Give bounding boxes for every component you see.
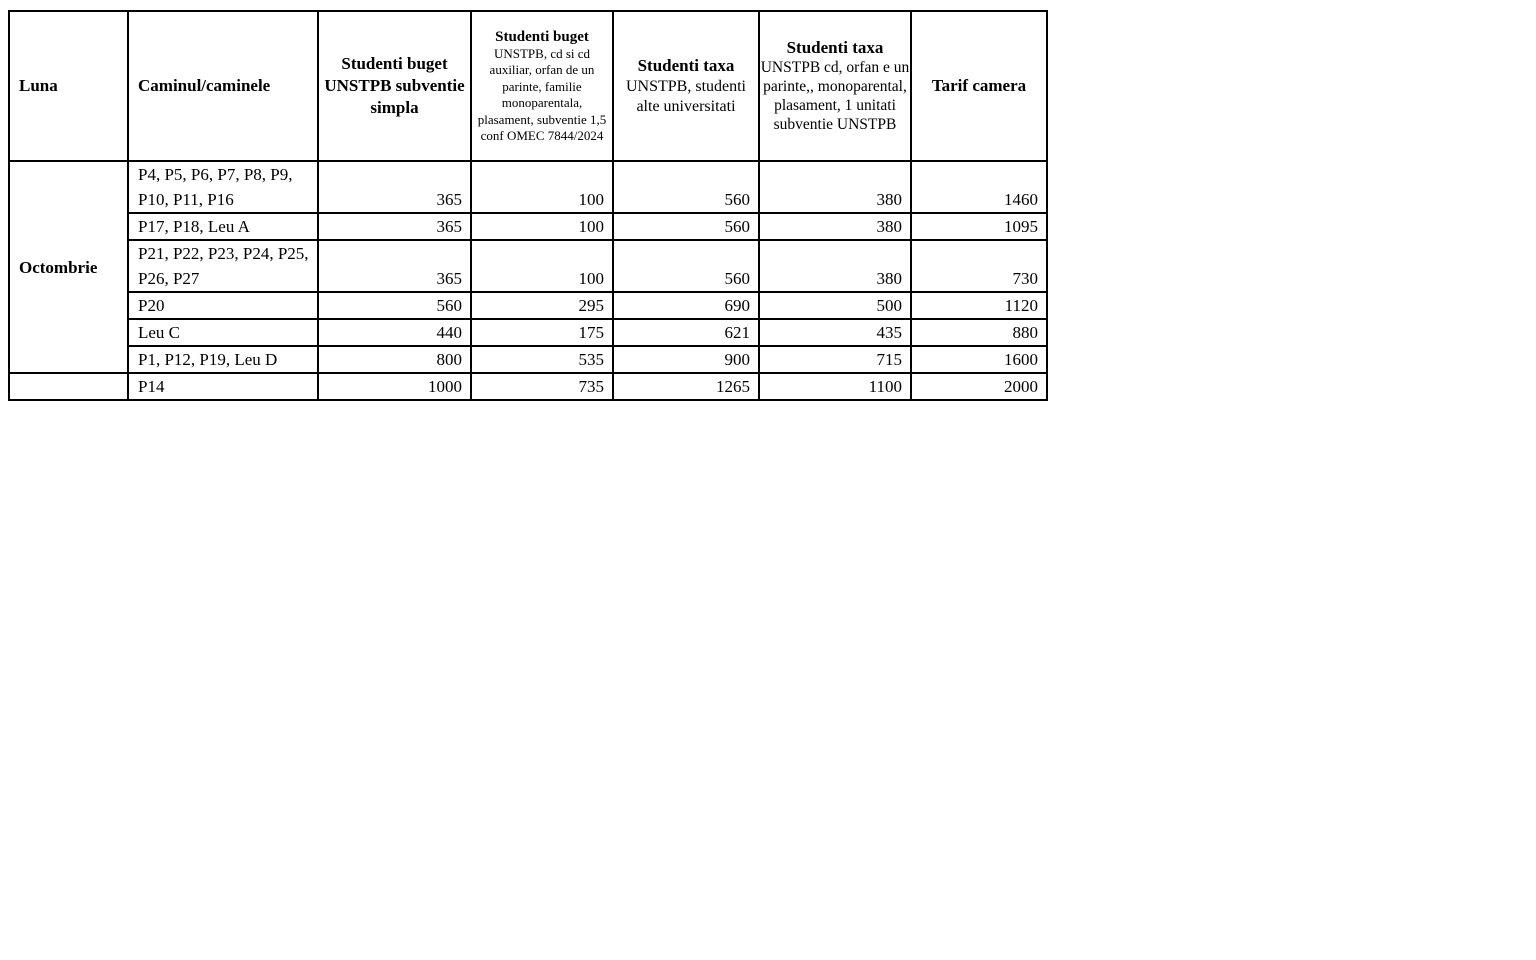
- value-cell: 500: [759, 292, 911, 319]
- value-cell: 440: [318, 319, 471, 346]
- value-cell: 560: [613, 161, 759, 213]
- col-header-taxa-subventie-title: Studenti taxa: [786, 38, 884, 57]
- value-cell: 560: [318, 292, 471, 319]
- table-body: [9, 161, 1047, 400]
- col-header-buget-subventie-1-5-detail: UNSTPB, cd si cd auxiliar, orfan de un parinte, familie monoparentala, plasament, subventie 1,5 conf OMEC 7844/2024: [477, 45, 607, 143]
- camin-cell: Leu C: [128, 319, 318, 346]
- value-cell: 365: [318, 240, 471, 292]
- camin-cell: P17, P18, Leu A: [128, 213, 318, 240]
- col-header-taxa-detail: UNSTPB, studenti alte universitati: [625, 78, 746, 115]
- col-header-buget-subventie-1-5-title: Studenti buget: [495, 28, 589, 45]
- table-row: [9, 373, 1047, 400]
- table-row: [9, 292, 1047, 319]
- value-cell: 560: [613, 213, 759, 240]
- camin-cell: P14: [128, 373, 318, 400]
- value-cell: 380: [759, 240, 911, 292]
- col-header-taxa: [613, 11, 759, 161]
- camin-cell: P20: [128, 292, 318, 319]
- col-header-buget-subventie-1-5: [471, 11, 613, 161]
- value-cell: 730: [911, 240, 1047, 292]
- value-cell: 1100: [759, 373, 911, 400]
- table-row: [9, 240, 1047, 292]
- value-cell: 365: [318, 161, 471, 213]
- camin-cell: P1, P12, P19, Leu D: [128, 346, 318, 373]
- value-cell: 2000: [911, 373, 1047, 400]
- value-cell: 535: [471, 346, 613, 373]
- value-cell: 380: [759, 161, 911, 213]
- col-header-taxa-title: Studenti taxa: [637, 56, 735, 75]
- value-cell: 800: [318, 346, 471, 373]
- value-cell: 295: [471, 292, 613, 319]
- table-row: [9, 161, 1047, 213]
- value-cell: 735: [471, 373, 613, 400]
- value-cell: 100: [471, 240, 613, 292]
- value-cell: 1095: [911, 213, 1047, 240]
- value-cell: 100: [471, 213, 613, 240]
- value-cell: 880: [911, 319, 1047, 346]
- col-header-luna: Luna: [9, 11, 128, 161]
- col-header-tarif-camera: Tarif camera: [911, 11, 1047, 161]
- value-cell: 365: [318, 213, 471, 240]
- value-cell: 715: [759, 346, 911, 373]
- table-row: [9, 319, 1047, 346]
- value-cell: 1265: [613, 373, 759, 400]
- value-cell: 1120: [911, 292, 1047, 319]
- value-cell: 380: [759, 213, 911, 240]
- value-cell: 621: [613, 319, 759, 346]
- table-row: [9, 213, 1047, 240]
- table-row: [9, 346, 1047, 373]
- camin-cell: P21, P22, P23, P24, P25, P26, P27: [128, 240, 318, 292]
- value-cell: 100: [471, 161, 613, 213]
- value-cell: 1460: [911, 161, 1047, 213]
- luna-cell: [9, 373, 128, 400]
- value-cell: 690: [613, 292, 759, 319]
- header-row: [9, 11, 1047, 161]
- value-cell: 1600: [911, 346, 1047, 373]
- value-cell: 435: [759, 319, 911, 346]
- value-cell: 560: [613, 240, 759, 292]
- col-header-caminul: Caminul/caminele: [128, 11, 318, 161]
- value-cell: 1000: [318, 373, 471, 400]
- col-header-buget-simpla: Studenti buget UNSTPB subventie simpla: [318, 11, 471, 161]
- dorm-tariff-table: [8, 10, 1048, 401]
- luna-cell: Octombrie: [9, 161, 128, 373]
- camin-cell: P4, P5, P6, P7, P8, P9, P10, P11, P16: [128, 161, 318, 213]
- value-cell: 175: [471, 319, 613, 346]
- col-header-taxa-subventie-detail: UNSTPB cd, orfan e un parinte,, monoparental, plasament, 1 unitati subventie UNSTPB: [760, 59, 910, 133]
- col-header-taxa-subventie: [759, 11, 911, 161]
- value-cell: 900: [613, 346, 759, 373]
